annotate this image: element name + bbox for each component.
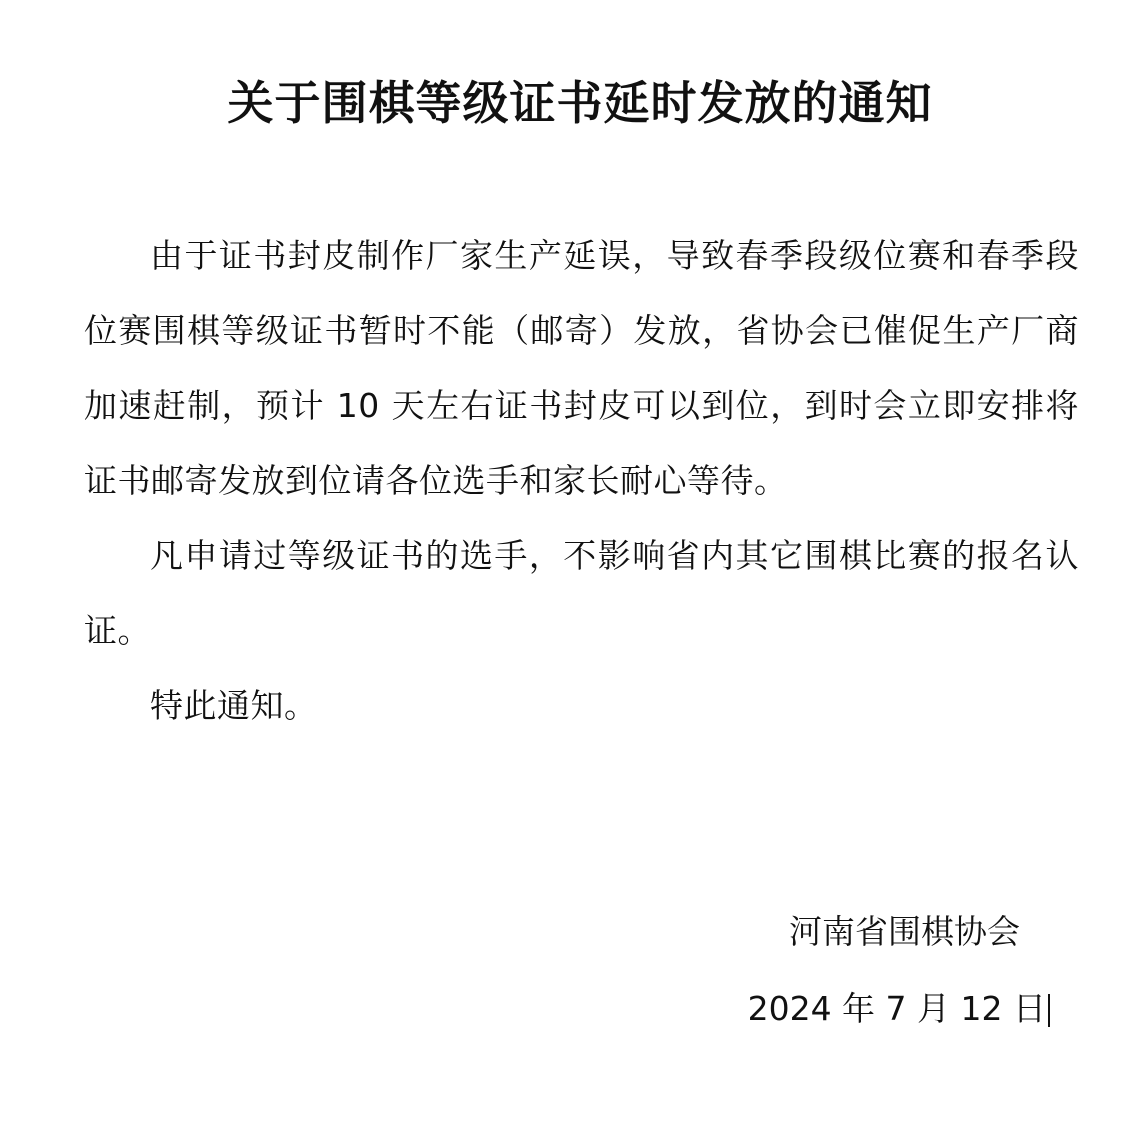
notice-paragraph-1: 由于证书封皮制作厂家生产延误，导致春季段级位赛和春季段位赛围棋等级证书暂时不能（邮寄）发放，省协会已催促生产厂商加速赶制，预计 10 天左右证书封皮可以到位，到时会立即安排将证书邮寄发放到位请各位选手和家长耐心等待。 (84, 236, 1079, 500)
signature-date-line (690, 970, 1050, 1047)
notice-body (84, 218, 1079, 743)
text-cursor (1048, 994, 1050, 1027)
signature-date: 2024 年 7 月 12 日 (747, 989, 1046, 1028)
notice-paragraph-2: 凡申请过等级证书的选手，不影响省内其它围棋比赛的报名认证。 (84, 536, 1079, 650)
signature-block (690, 893, 1050, 1047)
notice-title: 关于围棋等级证书延时发放的通知 (227, 76, 933, 130)
signature-organization: 河南省围棋协会 (789, 912, 1020, 951)
notice-paragraph-3: 特此通知。 (150, 686, 318, 725)
